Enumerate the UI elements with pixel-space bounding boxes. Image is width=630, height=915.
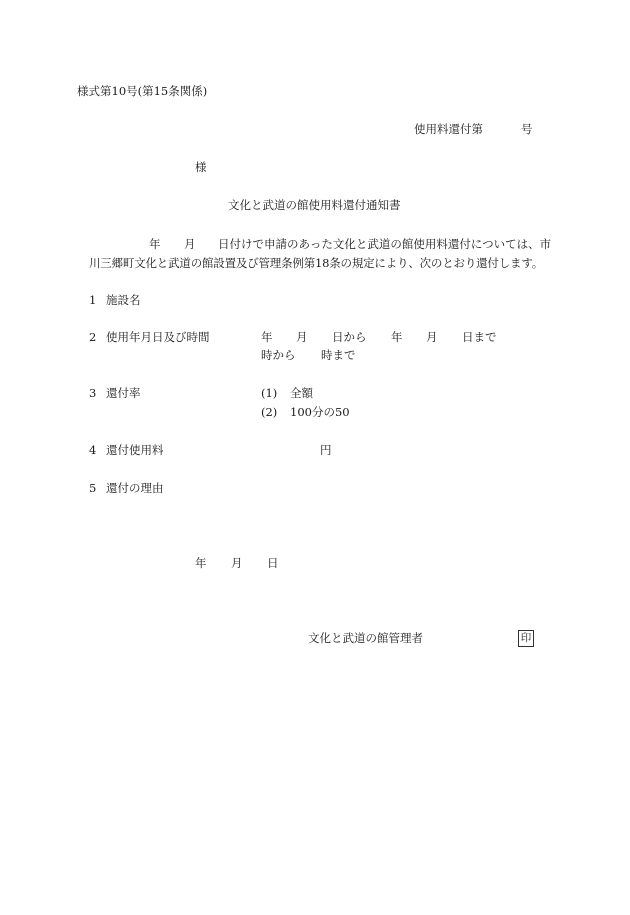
refund-rate-option-number: (1) (261, 386, 278, 400)
usage-time-to: 時まで (321, 348, 356, 362)
refund-rate-option-text: 100分の50 (290, 405, 350, 419)
intro-month: 月 (184, 237, 196, 251)
refund-fee-unit: 円 (320, 443, 332, 457)
usage-year-start: 年 (261, 330, 273, 344)
item-label: 還付率 (106, 386, 141, 400)
refund-number-suffix: 号 (521, 122, 533, 136)
item-number: 4 (89, 443, 97, 457)
item-number: 2 (89, 330, 97, 344)
usage-day-to: 日まで (462, 330, 497, 344)
issue-date-year: 年 (195, 556, 207, 570)
addressee-suffix: 様 (195, 160, 207, 174)
issue-date-month: 月 (231, 556, 243, 570)
item-label: 還付使用料 (106, 443, 164, 457)
item-label: 還付の理由 (106, 481, 164, 495)
usage-month-end: 月 (426, 330, 438, 344)
refund-number-prefix: 使用料還付第 (414, 122, 483, 136)
intro-line1-rest: 日付けで申請のあった文化と武道の館使用料還付については、市 (218, 237, 552, 251)
intro-year: 年 (149, 237, 161, 251)
form-label: 様式第10号(第15条関係) (77, 84, 208, 98)
item-number: 3 (89, 386, 97, 400)
refund-rate-option-text: 全額 (290, 386, 313, 400)
document-title: 文化と武道の館使用料還付通知書 (228, 198, 401, 212)
item-label: 施設名 (106, 293, 141, 307)
item-number: 1 (89, 293, 97, 307)
signatory: 文化と武道の館管理者 (308, 631, 423, 645)
item-label: 使用年月日及び時間 (106, 330, 210, 344)
usage-year-end: 年 (391, 330, 403, 344)
item-number: 5 (89, 481, 97, 495)
refund-rate-option-number: (2) (261, 405, 278, 419)
usage-day-from: 日から (332, 330, 367, 344)
intro-line2: 川三郷町文化と武道の館設置及び管理条例第18条の規定により、次のとおり還付します。 (89, 256, 544, 270)
issue-date-day: 日 (267, 556, 279, 570)
usage-time-from: 時から (261, 348, 296, 362)
seal-mark: 印 (518, 630, 534, 647)
usage-month-start: 月 (296, 330, 308, 344)
